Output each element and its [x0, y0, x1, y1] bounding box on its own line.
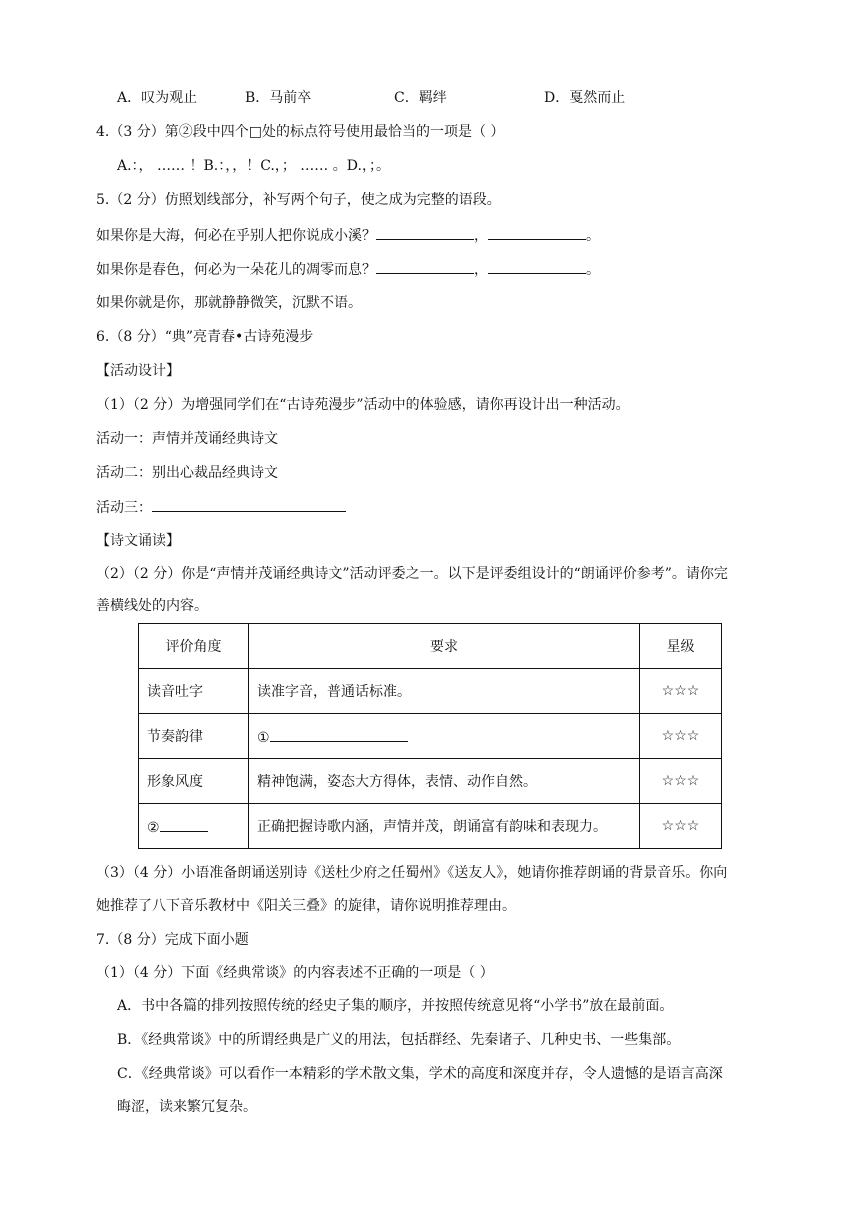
q4-stem: 4.（3 分）第②段中四个□处的标点符号使用最恰当的一项是（ ）: [96, 124, 505, 140]
table-header-row: [139, 624, 722, 669]
row-requirement: [249, 714, 640, 759]
row-stars: ☆☆☆: [640, 714, 722, 759]
table-row: [139, 804, 722, 849]
q6-sub2-line1: （2）（2 分）你是“声情并茂诵经典诗文”活动评委之一。以下是评委组设计的“朗诵评价参考”。请你完: [96, 566, 728, 582]
table-row: [139, 759, 722, 804]
activity-3: [96, 497, 346, 518]
comma: ，: [474, 228, 488, 244]
q6-stem: 6.（8 分）“典”亮青春•古诗苑漫步: [96, 329, 314, 345]
table-row: [139, 714, 722, 759]
q7-option-c-line1: C．《经典常谈》可以看作一本精彩的学术散文集，学术的高度和深度并存，令人遗憾的是语言高深: [117, 1066, 723, 1082]
q5-stem: 5.（2 分）仿照划线部分，补写两个句子，使之成为完整的语段。: [96, 192, 501, 208]
row-angle: 读音吐字: [139, 669, 249, 714]
row-angle: [139, 804, 249, 849]
section-poem-reading: 【诗文诵读】: [96, 533, 180, 549]
comma: ，: [474, 262, 488, 278]
period: 。: [586, 228, 600, 244]
q5-line2-prefix: 如果你是春色，何必为一朵花儿的凋零而息？: [96, 262, 376, 278]
row-stars: ☆☆☆: [640, 669, 722, 714]
section-activity-design: 【活动设计】: [96, 363, 180, 379]
header-requirement: 要求: [249, 624, 640, 669]
table-row: [139, 669, 722, 714]
answer-blank[interactable]: [270, 727, 408, 742]
q5-line1-prefix: 如果你是大海，何必在乎别人把你说成小溪？: [96, 228, 376, 244]
q6-sub3-line2: 她推荐了八下音乐教材中《阳关三叠》的旋律，请你说明推荐理由。: [96, 898, 516, 914]
q6-sub3-line1: （3）（4 分）小语准备朗诵送别诗《送杜少府之任蜀州》《送友人》，她请你推荐朗诵的背景音乐。你向: [96, 865, 728, 881]
q3-option-c: C．羁绊: [394, 90, 447, 106]
q4-options: A.：， …… ！B.：，，！C.，； …… 。D.，；。: [117, 158, 390, 174]
q6-sub2-line2: 善横线处的内容。: [96, 598, 208, 614]
row-stars: ☆☆☆: [640, 759, 722, 804]
activity-3-label: 活动三：: [96, 500, 152, 516]
q3-option-b: B．马前卒: [245, 90, 312, 106]
q3-option-a: A．叹为观止: [117, 90, 198, 106]
answer-blank[interactable]: [376, 259, 474, 274]
row-requirement: 正确把握诗歌内涵，声情并茂，朗诵富有韵味和表现力。: [249, 804, 640, 849]
q5-line3: 如果你就是你，那就静静微笑，沉默不语。: [96, 295, 362, 311]
q3-option-d: D．戛然而止: [544, 90, 626, 106]
q6-sub1: （1）（2 分）为增强同学们在“古诗苑漫步”活动中的体验感，请你再设计出一种活动。: [96, 397, 630, 413]
row-stars: ☆☆☆: [640, 804, 722, 849]
row-angle: 形象风度: [139, 759, 249, 804]
blank-marker-2: ②: [147, 819, 160, 836]
q7-option-b: B．《经典常谈》中的所谓经典是广义的用法，包括群经、先秦诸子、几种史书、一些集部。: [117, 1032, 681, 1048]
answer-blank[interactable]: [152, 497, 346, 512]
recitation-rubric-table: [138, 623, 722, 849]
q7-sub1: （1）（4 分）下面《经典常谈》的内容表述不正确的一项是（ ）: [96, 965, 494, 981]
activity-2: 活动二：别出心裁品经典诗文: [96, 465, 278, 481]
q7-stem: 7.（8 分）完成下面小题: [96, 932, 249, 948]
row-angle: 节奏韵律: [139, 714, 249, 759]
answer-blank[interactable]: [488, 225, 586, 240]
answer-blank[interactable]: [376, 225, 474, 240]
q7-option-c-line2: 晦涩，读来繁冗复杂。: [117, 1099, 257, 1115]
q5-line2: [96, 259, 600, 280]
q7-option-a: A．书中各篇的排列按照传统的经史子集的顺序，并按照传统意见将“小学书”放在最前面。: [117, 998, 674, 1014]
header-stars: 星级: [640, 624, 722, 669]
header-angle: 评价角度: [139, 624, 249, 669]
period: 。: [586, 262, 600, 278]
activity-1: 活动一：声情并茂诵经典诗文: [96, 431, 278, 447]
row-requirement: 精神饱满，姿态大方得体，表情、动作自然。: [249, 759, 640, 804]
q5-line1: [96, 225, 600, 246]
answer-blank[interactable]: [488, 259, 586, 274]
row-requirement: 读准字音，普通话标准。: [249, 669, 640, 714]
blank-marker-1: ①: [257, 729, 270, 746]
answer-blank[interactable]: [160, 817, 208, 832]
